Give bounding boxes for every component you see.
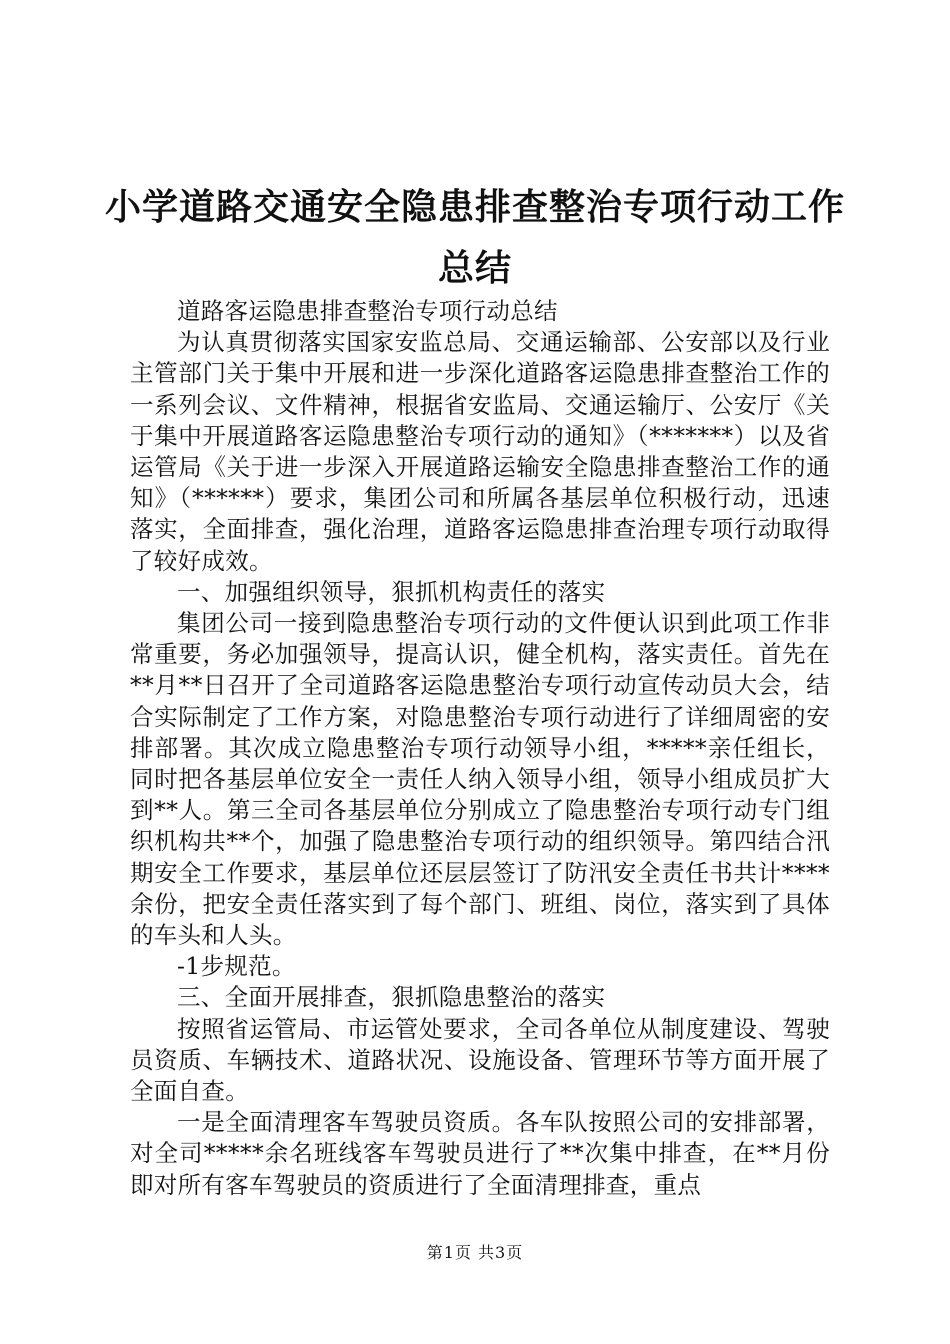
- section-heading-3: 三、全面开展排查，狠抓隐患整治的落实: [177, 983, 606, 1012]
- document-title-line-2: 总结: [437, 248, 512, 289]
- section-3-paragraph: 按照省运管局、市运管处要求，全司各单位从制度建设、驾驶员资质、车辆技术、道路状况、设施设备、管理环节等方面开展了全面自查。: [130, 1014, 830, 1106]
- section-3-item-1-paragraph: 一是全面清理客车驾驶员资质。各车队按照公司的安排部署，对全司*****余名班线客车驾驶员进行了**次集中排查，在**月份即对所有客车驾驶员的资质进行了全面清理排查，重点: [130, 1108, 830, 1199]
- section-1-paragraph: 集团公司一接到隐患整治专项行动的文件便认识到此项工作非常重要，务必加强领导，提高认识，健全机构，落实责任。首先在**月**日召开了全司道路客运隐患整治专项行动宣传动员大会，结合实际制定了工作方案，对隐患整治专项行动进行了详细周密的安排部署。其次成立隐患整治专项行动领导小组，*****亲任组长，同时把各基层单位安全一责任人纳入领导小组，领导小组成员扩大到**人。第三全司各基层单位分别成立了隐患整治专项行动专门组织机构共**个，加强了隐患整治专项行动的组织领导。第四结合汛期安全工作要求，基层单位还层层签订了防汛安全责任书共计****余份，把安全责任落实到了每个部门、班组、岗位，落实到了具体的车头和人头。: [130, 609, 830, 950]
- document-body: [130, 296, 830, 1201]
- subtitle-paragraph: 道路客运隐患排查整治专项行动总结: [177, 297, 558, 325]
- section-heading-1: 一、加强组织领导，狠抓机构责任的落实: [177, 577, 606, 606]
- document-title-line-1: 小学道路交通安全隐患排查整治专项行动工作: [104, 187, 845, 228]
- fragment-paragraph: -1步规范。: [177, 952, 296, 981]
- intro-paragraph: 为认真贯彻落实国家安监总局、交通运输部、公安部以及行业主管部门关于集中开展和进一步深化道路客运隐患排查整治工作的一系列会议、文件精神，根据省安监局、交通运输厅、公安厅《关于集中开展道路客运隐患整治专项行动的通知》（*******）以及省运管局《关于进一步深入开展道路运输安全隐患排查整治工作的通知》（******）要求，集团公司和所属各基层单位积极行动，迅速落实，全面排查，强化治理，道路客运隐患排查治理专项行动取得了较好成效。: [130, 328, 830, 575]
- page-footer: 第1页 共3页: [426, 1243, 524, 1262]
